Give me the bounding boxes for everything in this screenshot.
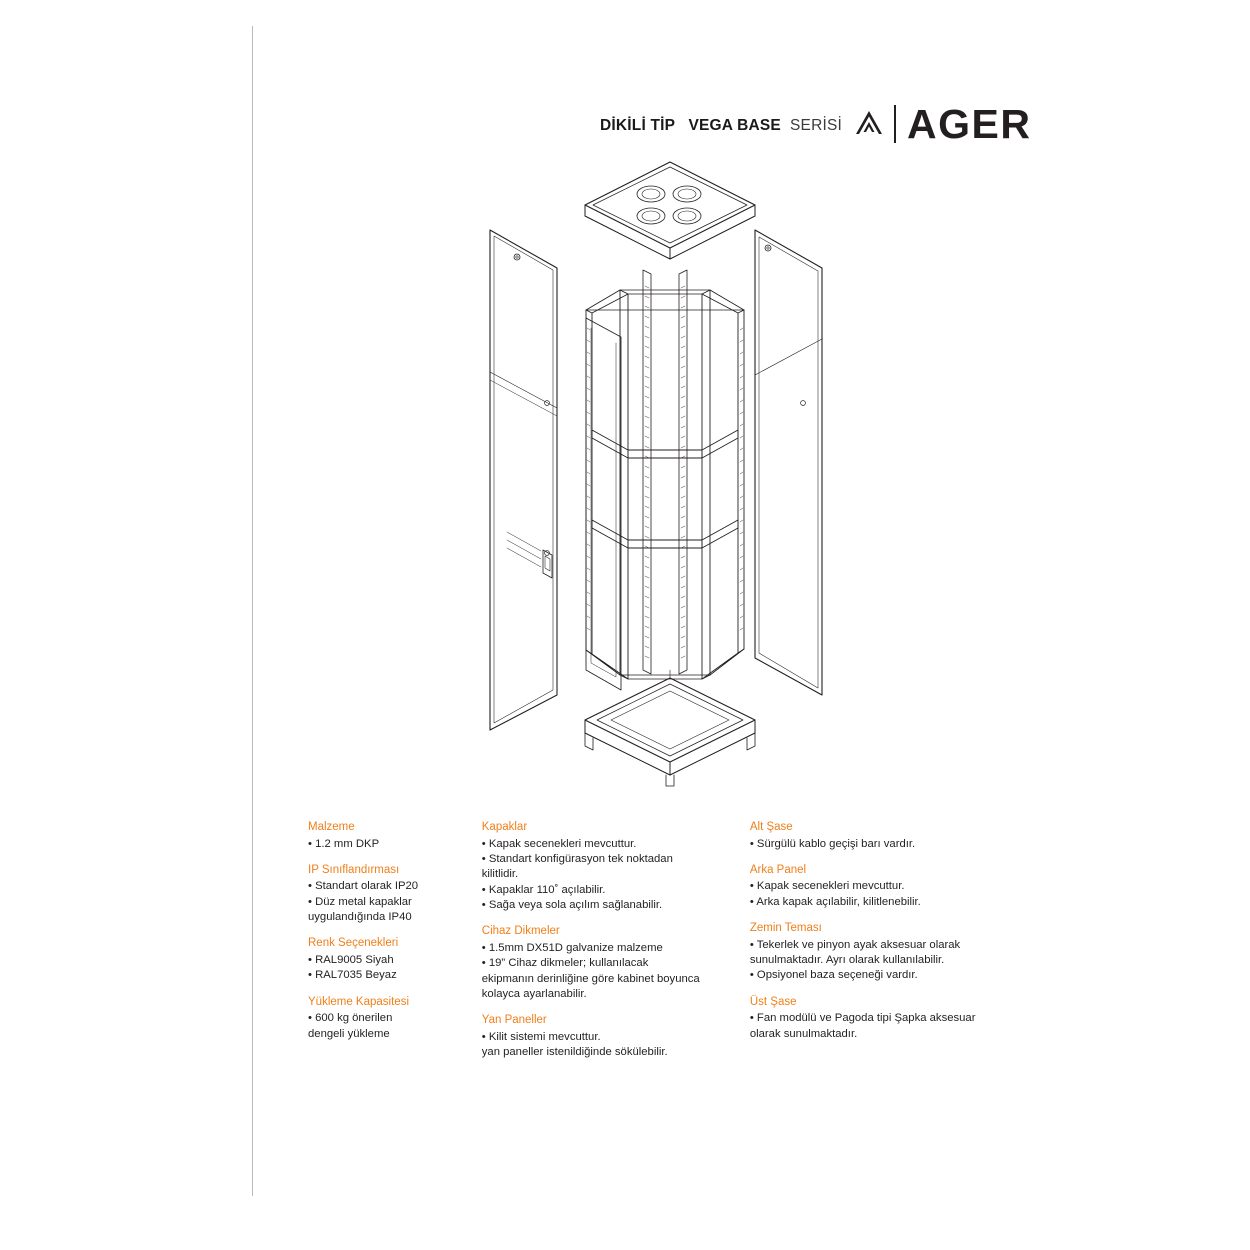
spec-line: • Kapak secenekleri mevcuttur. — [749, 880, 905, 893]
page-title-part2: VEGA BASE — [688, 117, 781, 134]
ager-triangle-logo-icon — [852, 107, 886, 141]
spec-line: • Arka kapak açılabilir, kilitlenebilir. — [749, 895, 921, 908]
spec-line: • Sağa veya sola açılım sağlanabilir. — [481, 898, 663, 911]
spec-line: olarak sunulmaktadır. — [749, 1027, 858, 1040]
spec-column-3 — [750, 820, 1008, 1061]
spec-line: • Kilit sistemi mevcuttur. — [481, 1030, 601, 1043]
spec-block-ip-sinifi — [308, 863, 482, 926]
spec-line: kilitlidir. — [481, 868, 519, 881]
spec-line: kolayca ayarlanabilir. — [481, 987, 587, 1000]
spec-line: yan paneller istenildiğinde sökülebilir. — [481, 1046, 668, 1059]
product-exploded-drawing — [455, 150, 875, 800]
spec-line: • 19” Cihaz dikmeler; kullanılacak — [481, 957, 649, 970]
spec-block-renk — [308, 936, 482, 983]
spec-block-kapaklar — [482, 820, 750, 913]
spec-heading: Renk Seçenekleri — [308, 937, 399, 950]
spec-line: • Fan modülü ve Pagoda tipi Şapka aksesuar — [749, 1012, 976, 1025]
spec-heading: IP Sınıflandırması — [308, 863, 400, 876]
spec-block-malzeme — [308, 820, 482, 852]
spec-heading: Malzeme — [308, 821, 355, 833]
page-title-part1: DİKİLİ TİP — [600, 117, 675, 134]
spec-line: • Sürgülü kablo geçişi barı vardır. — [749, 837, 916, 850]
spec-heading: Cihaz Dikmeler — [481, 925, 560, 938]
cabinet-frame — [586, 270, 744, 679]
spec-heading: Kapaklar — [481, 821, 528, 833]
spec-heading: Arka Panel — [749, 863, 807, 876]
spec-line: dengeli yükleme — [308, 1027, 390, 1040]
spec-heading: Yan Paneller — [481, 1014, 547, 1027]
top-cover — [585, 162, 755, 259]
spec-block-yan-paneller — [482, 1013, 750, 1060]
spec-line: • RAL9005 Siyah — [308, 953, 394, 966]
spec-line: sunulmaktadır. Ayrı olarak kullanılabilir. — [749, 953, 945, 966]
spec-line: • 600 kg önerilen — [308, 1012, 393, 1025]
spec-line: • Tekerlek ve pinyon ayak aksesuar olarak — [749, 938, 961, 951]
spec-heading: Üst Şase — [749, 995, 797, 1008]
right-side-panel — [755, 230, 822, 695]
specifications-section — [308, 820, 1008, 1061]
spec-column-2 — [482, 820, 750, 1061]
brand-divider — [894, 105, 896, 143]
spec-heading: Zemin Teması — [749, 922, 822, 935]
spec-line: • 1.2 mm DKP — [308, 837, 380, 850]
brand-name: AGER — [907, 100, 1032, 147]
brand-lockup — [852, 100, 1031, 148]
spec-line: • Düz metal kapaklar — [308, 895, 412, 908]
spec-line: • Kapaklar 110˚ açılabilir. — [481, 883, 606, 896]
spec-block-cihaz-dikmeler — [482, 924, 750, 1002]
base-chassis — [585, 670, 755, 786]
spec-block-arka-panel — [750, 863, 1008, 910]
left-side-panel — [490, 230, 557, 730]
spec-block-zemin-temasi — [750, 921, 1008, 984]
front-door — [586, 318, 621, 690]
spec-heading: Yükleme Kapasitesi — [308, 995, 409, 1008]
page-title-part3: SERİSİ — [790, 117, 843, 134]
spec-line: • Opsiyonel baza seçeneği vardır. — [749, 969, 918, 982]
spec-column-1 — [308, 820, 482, 1061]
spec-block-ust-sase — [750, 995, 1008, 1042]
spec-line: • Standart olarak IP20 — [308, 880, 419, 893]
spec-block-yukleme — [308, 995, 482, 1042]
spec-line: • 1.5mm DX51D galvanize malzeme — [481, 941, 663, 954]
spec-line: uygulandığında IP40 — [308, 911, 412, 924]
spec-line: • Standart konfigürasyon tek noktadan — [481, 852, 673, 865]
page-title — [600, 117, 842, 135]
spec-line: ekipmanın derinliğine göre kabinet boyunca — [481, 972, 700, 985]
spec-line: • RAL7035 Beyaz — [308, 969, 397, 982]
spec-line: • Kapak secenekleri mevcuttur. — [481, 837, 637, 850]
page-divider-rule — [252, 26, 253, 1196]
spec-block-alt-sase — [750, 820, 1008, 852]
spec-heading: Alt Şase — [749, 821, 793, 833]
